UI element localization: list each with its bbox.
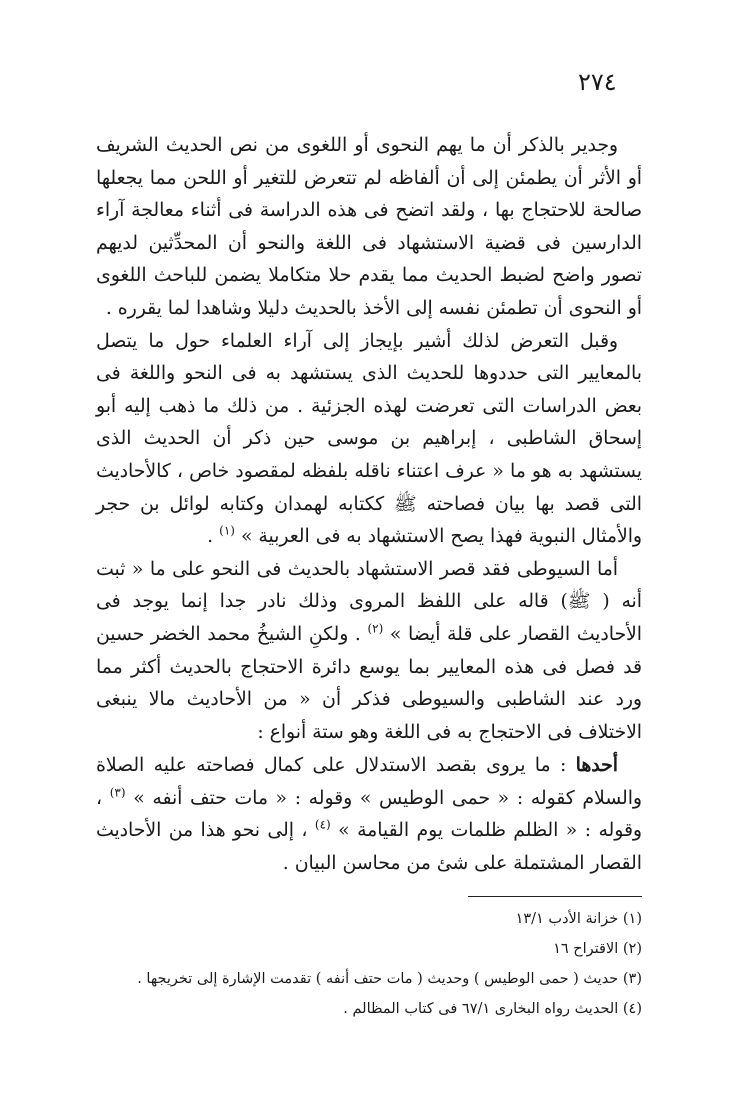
footnote-2: (٢) الاقتراح ١٦ xyxy=(553,941,642,957)
paragraph-2-text: وقبل التعرض لذلك أشير بإيجاز إلى آراء العلماء حول ما يتصل بالمعايير التى حددوها للحديث الذى يستشهد به فى النحو واللغة فى بعض الدراسات التى تعرضت لهذه الجزئية . من ذلك ما ذهب إليه أبو إسحاق الشاطبى ، إبراهيم بن موسى حين ذكر أن الحديث الذى يستشهد به هو ما « عرف اعتناء ناقله بلفظه لمقصود خاص ، كالأحاديث التى قصد بها بيان فصاحته ﷺ ككتابه لهمدان وكتابه لوائل بن حجر والأمثال النبوية فهذا يصح الاستشهاد به فى العربية » xyxy=(96,330,642,548)
paragraph-1 xyxy=(96,130,642,326)
paragraph-4-mid: ، وقوله : « الظلم ظلمات يوم القيامة » xyxy=(96,787,642,842)
footnote-ref-2: (٢) xyxy=(367,621,384,636)
paragraph-4 xyxy=(96,749,642,880)
paragraph-1-text: وجدير بالذكر أن ما يهم النحوى أو اللغوى من نص الحديث الشريف أو الأثر أن يطمئن إلى أن ألفاظه لم تتعرض للتغير أو اللحن مما يجعلها صالحة للاحتجاج بها ، ولقد اتضح فى هذه الدراسة فى أثناء معالجة آراء الدارسين فى قضية الاستشهاد فى اللغة والنحو أن المحدِّثين لديهم تصور واضح لضبط الحديث مما يقدم حلا متكاملا يضمن للباحث اللغوى أو النحوى أن تطمئن نفسه إلى الأخذ بالحديث دليلا وشاهدا لما يقرره . xyxy=(96,135,642,319)
footnote-1: (١) خزانة الأدب ١٣/١ xyxy=(515,911,642,927)
paragraph-3-tail: . ولكنِ الشيخُ محمد الخضر حسين قد فصل فى هذه المعايير بما يوسع دائرة الاحتجاج بالحديث أكثر مما ورد عند الشاطبى والسيوطى فذكر أن « من الأحاديث مالا ينبغى الاختلاف فى الاحتجاج به فى اللغة وهو ستة أنواع : xyxy=(96,623,642,743)
paragraph-4-text: : ما يروى بقصد الاستدلال على كمال فصاحته عليه الصلاة والسلام كقوله : « حمى الوطيس » وقوله : « مات حتف أنفه » xyxy=(96,755,642,809)
footnote-ref-3: (٣) xyxy=(109,785,126,800)
paragraph-2-tail: . xyxy=(207,526,220,548)
main-text xyxy=(96,130,642,881)
paragraph-3-text: أما السيوطى فقد قصر الاستشهاد بالحديث فى النحو على ما « ثبت أنه ( ﷺ) قاله على اللفظ المروى وذلك نادر جدا إنما يوجد فى الأحاديث القصار على قلة أيضا » xyxy=(96,558,642,645)
page-number: ٢٧٤ xyxy=(578,68,617,96)
footnotes xyxy=(96,904,642,1024)
footnote-4: (٤) الحديث رواه البخارى ٦٧/١ فى كتاب المظالم . xyxy=(343,1001,642,1017)
footnote-ref-4: (٤) xyxy=(314,818,331,833)
footnote-separator xyxy=(468,896,642,897)
footnote-3: (٣) حديث ( حمى الوطيس ) وحديث ( مات حتف أنفه ) تقدمت الإشارة إلى تخريجها . xyxy=(137,971,642,987)
paragraph-4-tail: ، إلى نحو هذا من الأحاديث القصار المشتملة على شئ من محاسن البيان . xyxy=(96,820,642,875)
paragraph-3 xyxy=(96,554,642,750)
paragraph-4-lead: أحدها xyxy=(575,754,618,777)
footnote-ref-1: (١) xyxy=(219,523,235,538)
paragraph-2 xyxy=(96,326,642,554)
